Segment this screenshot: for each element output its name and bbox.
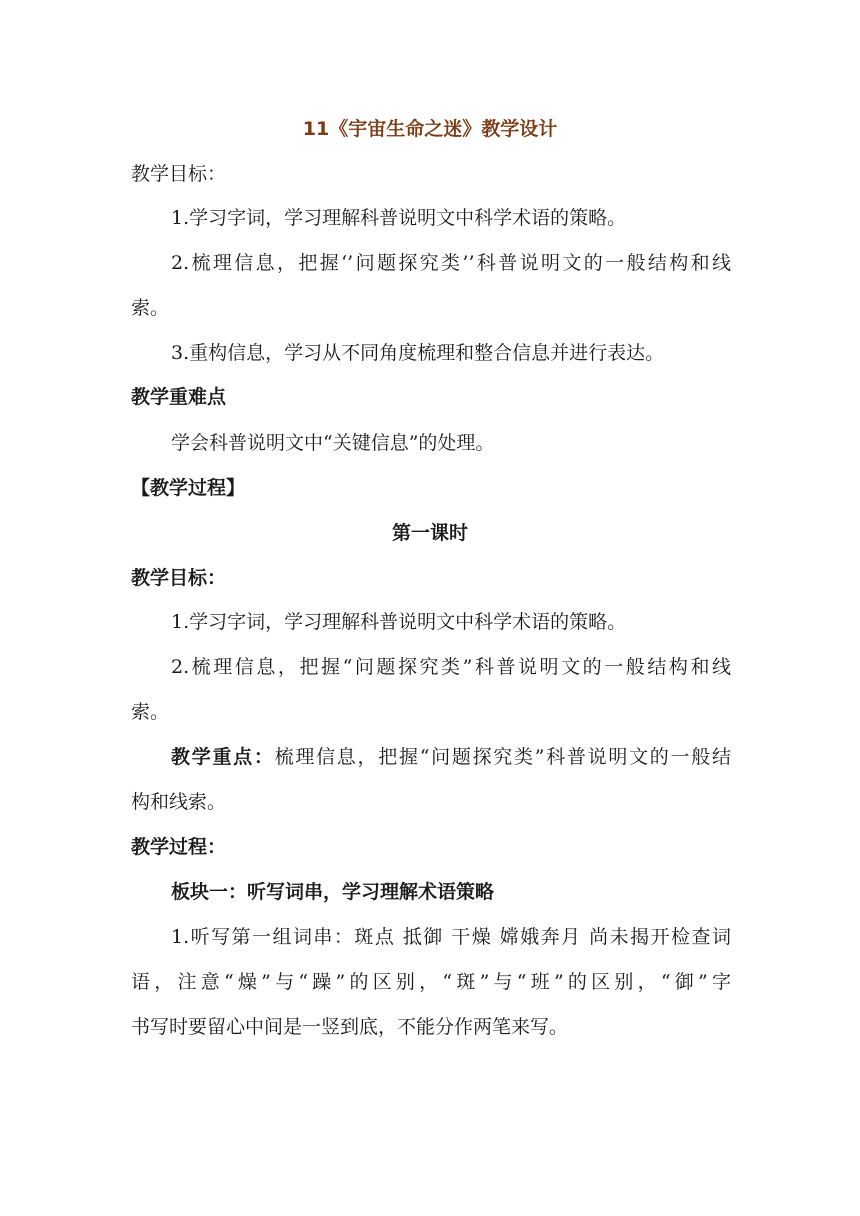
lesson1-objectives-heading: 教学目标：: [131, 567, 227, 589]
objective-item-1: 1.学习字词，学习理解科普说明文中科学术语的策略。: [171, 207, 627, 229]
lesson1-focus-text: 梳理信息，把握“问题探究类”科普说明文的一般结: [274, 746, 731, 768]
document-title: 11《宇宙生命之迷》教学设计: [302, 118, 558, 140]
objective-item-2-cont: 索。: [131, 297, 170, 319]
lesson1-heading: 第一课时: [391, 522, 468, 544]
block1-line-1: 1.听写第一组词串：斑点 抵御 干燥 嫦娥奔月 尚未揭开检查词: [171, 926, 731, 948]
lesson1-objective-1: 1.学习字词，学习理解科普说明文中科学术语的策略。: [171, 611, 627, 633]
objective-item-2: 2.梳理信息，把握‘’问题探究类’’科普说明文的一般结构和线: [171, 252, 731, 274]
block1-line-3: 书写时要留心中间是一竖到底，不能分作两笔来写。: [131, 1016, 569, 1038]
objectives-heading: 教学目标：: [131, 163, 227, 185]
lesson1-objective-2: 2.梳理信息，把握“问题探究类”科普说明文的一般结构和线: [171, 656, 731, 678]
objective-item-3: 3.重构信息，学习从不同角度梳理和整合信息并进行表达。: [171, 342, 665, 364]
lesson1-focus-line: [171, 745, 731, 769]
key-points-text: 学会科普说明文中“关键信息”的处理。: [171, 432, 495, 454]
lesson1-focus-text-cont: 构和线索。: [131, 791, 227, 813]
lesson1-focus-label: 教学重点：: [171, 746, 275, 768]
lesson1-objective-2-cont: 索。: [131, 701, 170, 723]
process-heading: 【教学过程】: [131, 477, 246, 499]
key-points-heading: 教学重难点: [131, 386, 227, 408]
block1-heading: 板块一：听写词串，学习理解术语策略: [171, 881, 495, 903]
block1-line-2: 语，注意“燥”与“躁”的区别，“斑”与“班”的区别，“御”字: [131, 971, 731, 993]
lesson1-process-heading: 教学过程：: [131, 836, 227, 858]
